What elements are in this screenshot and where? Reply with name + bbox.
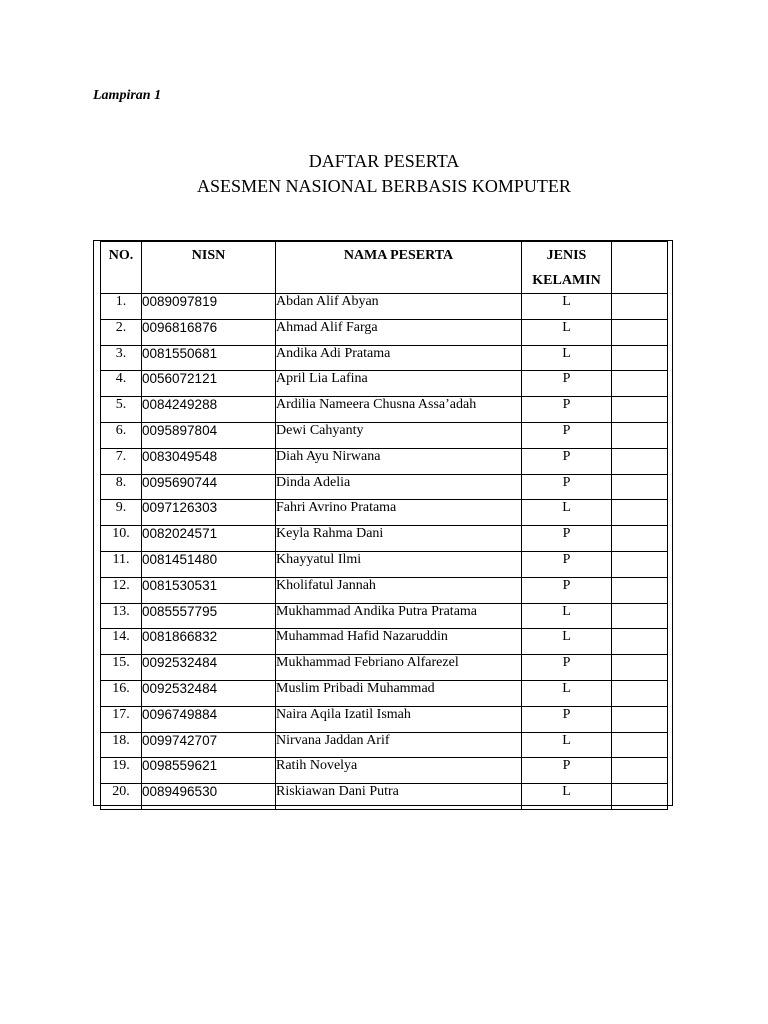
cell-nisn: 0099742707 (142, 732, 276, 758)
cell-nisn: 0098559621 (142, 758, 276, 784)
cell-no: 16. (101, 680, 142, 706)
table-header-row (101, 242, 668, 294)
cell-jenis-kelamin: L (522, 603, 612, 629)
table-row (101, 577, 668, 603)
table-row (101, 526, 668, 552)
cell-extra (612, 603, 668, 629)
cell-nisn: 0082024571 (142, 526, 276, 552)
cell-extra (612, 500, 668, 526)
table-row (101, 397, 668, 423)
cell-nama: Fahri Avrino Pratama (276, 500, 522, 526)
cell-extra (612, 680, 668, 706)
cell-no: 15. (101, 655, 142, 681)
table-row (101, 603, 668, 629)
cell-nama: Andika Adi Pratama (276, 345, 522, 371)
table-row (101, 371, 668, 397)
cell-nama: Dinda Adelia (276, 474, 522, 500)
cell-jenis-kelamin: L (522, 680, 612, 706)
table-row (101, 345, 668, 371)
cell-no: 2. (101, 319, 142, 345)
cell-jenis-kelamin: P (522, 706, 612, 732)
cell-no: 20. (101, 784, 142, 810)
cell-nisn: 0081866832 (142, 629, 276, 655)
cell-jenis-kelamin: L (522, 732, 612, 758)
header-nisn: NISN (142, 242, 276, 294)
cell-nisn: 0096749884 (142, 706, 276, 732)
table-row (101, 422, 668, 448)
cell-extra (612, 422, 668, 448)
table-row (101, 784, 668, 810)
cell-extra (612, 758, 668, 784)
header-no: NO. (101, 242, 142, 294)
cell-nama: Mukhammad Febriano Alfarezel (276, 655, 522, 681)
cell-nisn: 0089097819 (142, 294, 276, 320)
cell-extra (612, 551, 668, 577)
cell-nama: Dewi Cahyanty (276, 422, 522, 448)
cell-nama: Keyla Rahma Dani (276, 526, 522, 552)
cell-jenis-kelamin: P (522, 371, 612, 397)
cell-no: 13. (101, 603, 142, 629)
table-row (101, 732, 668, 758)
cell-nama: Muslim Pribadi Muhammad (276, 680, 522, 706)
cell-jenis-kelamin: P (522, 422, 612, 448)
cell-no: 4. (101, 371, 142, 397)
cell-extra (612, 629, 668, 655)
cell-extra (612, 474, 668, 500)
cell-jenis-kelamin: P (522, 474, 612, 500)
cell-nisn: 0084249288 (142, 397, 276, 423)
document-title (0, 149, 768, 199)
table-row (101, 551, 668, 577)
cell-no: 6. (101, 422, 142, 448)
cell-jenis-kelamin: L (522, 784, 612, 810)
cell-extra (612, 784, 668, 810)
cell-no: 18. (101, 732, 142, 758)
cell-no: 14. (101, 629, 142, 655)
cell-nisn: 0097126303 (142, 500, 276, 526)
cell-nama: April Lia Lafina (276, 371, 522, 397)
cell-no: 1. (101, 294, 142, 320)
cell-nisn: 0056072121 (142, 371, 276, 397)
cell-no: 12. (101, 577, 142, 603)
cell-no: 11. (101, 551, 142, 577)
cell-nama: Riskiawan Dani Putra (276, 784, 522, 810)
cell-extra (612, 577, 668, 603)
title-line-1: DAFTAR PESERTA (308, 151, 460, 171)
table-row (101, 500, 668, 526)
cell-nama: Khayyatul Ilmi (276, 551, 522, 577)
cell-nisn: 0096816876 (142, 319, 276, 345)
table-row (101, 706, 668, 732)
cell-nisn: 0081530531 (142, 577, 276, 603)
cell-extra (612, 345, 668, 371)
cell-jenis-kelamin: P (522, 397, 612, 423)
header-extra (612, 242, 668, 294)
cell-nisn: 0083049548 (142, 448, 276, 474)
cell-jenis-kelamin: P (522, 526, 612, 552)
cell-jenis-kelamin: L (522, 345, 612, 371)
cell-no: 19. (101, 758, 142, 784)
cell-nisn: 0089496530 (142, 784, 276, 810)
table-body (101, 294, 668, 810)
cell-no: 17. (101, 706, 142, 732)
participant-table (100, 241, 668, 810)
cell-nama: Ahmad Alif Farga (276, 319, 522, 345)
cell-jenis-kelamin: L (522, 294, 612, 320)
cell-nisn: 0081451480 (142, 551, 276, 577)
cell-extra (612, 294, 668, 320)
header-nama: NAMA PESERTA (276, 242, 522, 294)
table-row (101, 474, 668, 500)
cell-nama: Ardilia Nameera Chusna Assa’adah (276, 397, 522, 423)
table-row (101, 629, 668, 655)
cell-no: 5. (101, 397, 142, 423)
cell-jenis-kelamin: P (522, 577, 612, 603)
table-row (101, 758, 668, 784)
cell-nama: Ratih Novelya (276, 758, 522, 784)
table-row (101, 294, 668, 320)
cell-nama: Naira Aqila Izatil Ismah (276, 706, 522, 732)
header-jenis-line-1: JENIS (546, 248, 587, 263)
cell-extra (612, 397, 668, 423)
table-row (101, 680, 668, 706)
cell-jenis-kelamin: L (522, 319, 612, 345)
cell-no: 3. (101, 345, 142, 371)
cell-extra (612, 655, 668, 681)
cell-nisn: 0081550681 (142, 345, 276, 371)
cell-nisn: 0095897804 (142, 422, 276, 448)
cell-nama: Abdan Alif Abyan (276, 294, 522, 320)
cell-extra (612, 448, 668, 474)
cell-extra (612, 732, 668, 758)
cell-extra (612, 319, 668, 345)
cell-jenis-kelamin: P (522, 758, 612, 784)
header-jenis-kelamin (522, 242, 612, 294)
cell-extra (612, 706, 668, 732)
header-jenis-line-2: KELAMIN (532, 273, 601, 288)
cell-extra (612, 526, 668, 552)
cell-no: 8. (101, 474, 142, 500)
cell-nama: Kholifatul Jannah (276, 577, 522, 603)
cell-jenis-kelamin: L (522, 629, 612, 655)
table-row (101, 319, 668, 345)
title-line-2: ASESMEN NASIONAL BERBASIS KOMPUTER (197, 176, 571, 196)
cell-nisn: 0095690744 (142, 474, 276, 500)
cell-nama: Diah Ayu Nirwana (276, 448, 522, 474)
cell-extra (612, 371, 668, 397)
cell-nisn: 0092532484 (142, 680, 276, 706)
cell-no: 7. (101, 448, 142, 474)
cell-jenis-kelamin: L (522, 500, 612, 526)
cell-jenis-kelamin: P (522, 655, 612, 681)
table-row (101, 655, 668, 681)
cell-jenis-kelamin: P (522, 551, 612, 577)
cell-nisn: 0092532484 (142, 655, 276, 681)
attachment-label: Lampiran 1 (93, 88, 162, 103)
cell-nama: Muhammad Hafid Nazaruddin (276, 629, 522, 655)
cell-no: 10. (101, 526, 142, 552)
cell-nama: Mukhammad Andika Putra Pratama (276, 603, 522, 629)
cell-nama: Nirvana Jaddan Arif (276, 732, 522, 758)
cell-no: 9. (101, 500, 142, 526)
cell-nisn: 0085557795 (142, 603, 276, 629)
cell-jenis-kelamin: P (522, 448, 612, 474)
table-row (101, 448, 668, 474)
